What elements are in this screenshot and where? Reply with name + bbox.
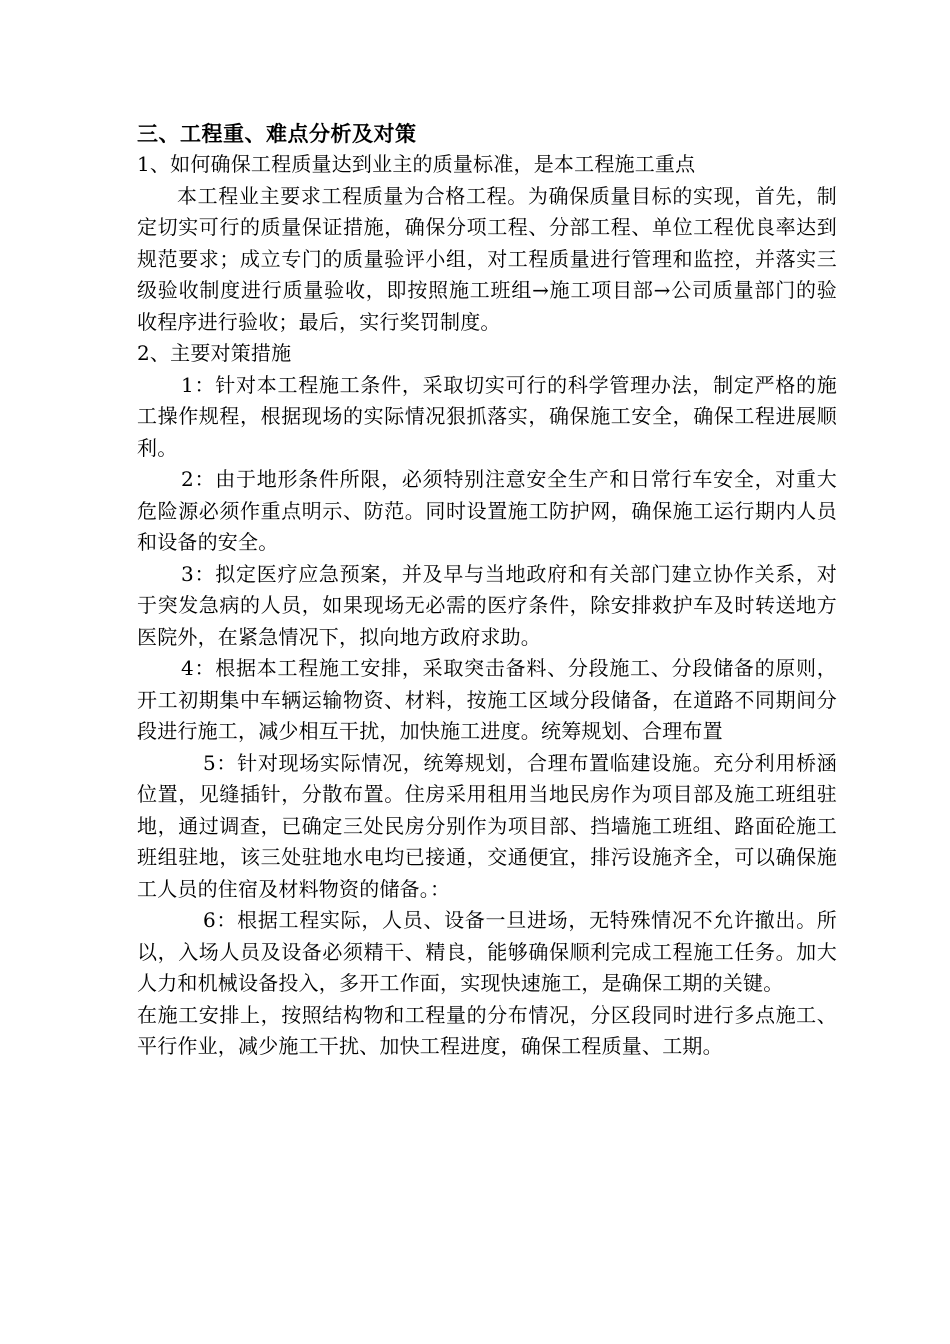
document-title: 三、工程重、难点分析及对策 xyxy=(137,121,417,146)
document-page xyxy=(137,119,837,1063)
section-1-heading: 1、如何确保工程质量达到业主的质量标准，是本工程施工重点 xyxy=(137,152,696,176)
measure-3: 3：拟定医疗应急预案，并及早与当地政府和有关部门建立协作关系，对于突发急病的人员，如果现场无必需的医疗条件，除安排救护车及时转送地方医院外，在紧急情况下，拟向地方政府求助。 xyxy=(137,561,837,649)
section-2-heading: 2、主要对策措施 xyxy=(137,341,292,365)
measure-5: 5：针对现场实际情况，统筹规划，合理布置临建设施。充分利用桥涵位置，见缝插针，分散布置。住房采用租用当地民房作为项目部及施工班组驻地，通过调查，已确定三处民房分别作为项目部、挡墙施工班组、路面砼施工班组驻地，该三处驻地水电均已接通，交通便宜，排污设施齐全，可以确保施工人员的住宿及材料物资的储备。： xyxy=(137,750,837,901)
section-1-body: 本工程业主要求工程质量为合格工程。为确保质量目标的实现，首先，制定切实可行的质量保证措施，确保分项工程、分部工程、单位工程优良率达到规范要求；成立专门的质量验评小组，对工程质量进行管理和监控，并落实三级验收制度进行质量验收，即按照施工班组→施工项目部→公司质量部门的验收程序进行验收；最后，实行奖罚制度。 xyxy=(137,183,837,334)
measure-4: 4：根据本工程施工安排，采取突击备料、分段施工、分段储备的原则，开工初期集中车辆运输物资、材料，按施工区域分段储备，在道路不同期间分段进行施工，减少相互干扰，加快施工进度。统筹规划、合理布置 xyxy=(137,656,837,743)
measure-6: 6：根据工程实际，人员、设备一旦进场，无特殊情况不允许撤出。所以，入场人员及设备必须精干、精良，能够确保顺利完成工程施工任务。加大人力和机械设备投入，多开工作面，实现快速施工，是确保工期的关键。 xyxy=(137,908,837,995)
measure-2: 2：由于地形条件所限，必须特别注意安全生产和日常行车安全，对重大危险源必须作重点明示、防范。同时设置施工防护网，确保施工运行期内人员和设备的安全。 xyxy=(137,467,837,554)
closing-paragraph: 在施工安排上，按照结构物和工程量的分布情况，分区段同时进行多点施工、平行作业，减少施工干扰、加快工程进度，确保工程质量、工期。 xyxy=(137,1002,837,1058)
measure-1: 1：针对本工程施工条件，采取切实可行的科学管理办法，制定严格的施工操作规程，根据现场的实际情况狠抓落实，确保施工安全，确保工程进展顺利。 xyxy=(137,372,837,460)
